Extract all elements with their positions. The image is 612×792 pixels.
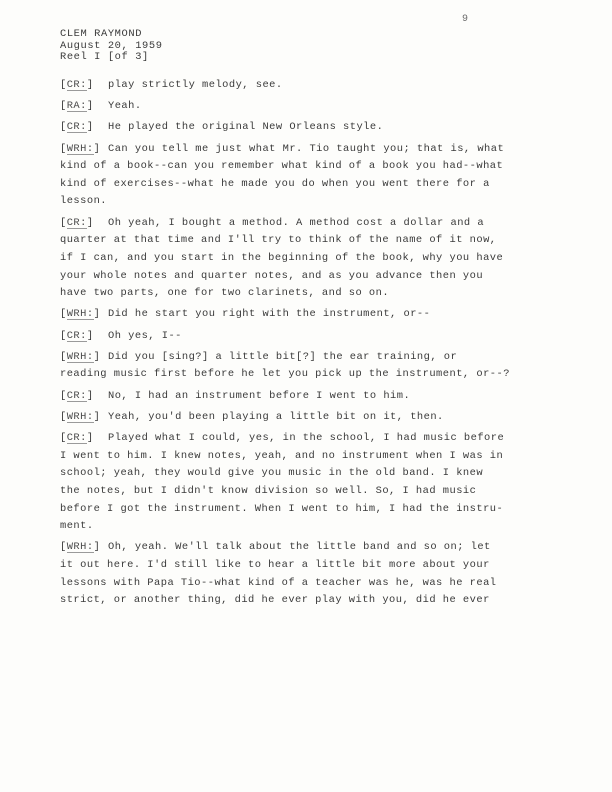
utterance-text: Can you tell me just what Mr. Tio taught you; that is, what: [108, 142, 505, 155]
continuation-line: [60, 467, 560, 485]
utterance-text: Oh yeah, I bought a method. A method cost a dollar and a: [108, 216, 485, 229]
speaker-tag: [60, 390, 108, 402]
bracket-open: [: [60, 350, 67, 363]
utterance-text: Yeah.: [108, 100, 142, 113]
speaker-tag: [60, 308, 108, 320]
utterance-text: kind of exercises--what he made you do when you went there for a: [60, 177, 490, 190]
reel-label: Reel I [of 3]: [60, 51, 149, 63]
utterance-text: He played the original New Orleans style.: [108, 121, 384, 134]
utterance-text: the notes, but I didn't know division so well. So, I had music: [60, 484, 477, 497]
bracket-open: [: [60, 121, 67, 134]
utterance-text: strict, or another thing, did he ever play with you, did he ever: [60, 594, 490, 607]
utterance-text: reading music first before he let you pick up the instrument, or--?: [60, 368, 510, 381]
utterance-text: Did he start you right with the instrument, or--: [108, 308, 431, 321]
continuation-line: [60, 234, 560, 252]
speaker-line: [60, 390, 560, 411]
utterance-text: ment.: [60, 520, 94, 533]
speaker-initials: WRH:: [66, 308, 94, 321]
utterance-text: play strictly melody, see.: [108, 79, 283, 91]
utterance-text: No, I had an instrument before I went to him.: [108, 389, 411, 402]
bracket-open: [: [60, 142, 67, 155]
continuation-line: [60, 195, 560, 216]
speaker-line: [60, 351, 560, 369]
speaker-tag: [60, 541, 108, 553]
speaker-tag: [60, 79, 108, 91]
bracket-open: [: [60, 432, 67, 444]
speaker-initials: CR:: [66, 329, 87, 342]
bracket-close: ]: [86, 100, 94, 113]
speaker-initials: CR:: [66, 216, 87, 229]
speaker-tag: [60, 351, 108, 363]
bracket-close: ]: [86, 329, 94, 342]
continuation-line: [60, 287, 560, 308]
speaker-tag: [60, 330, 108, 342]
utterance-text: I went to him. I knew notes, yeah, and no instrument when I was in: [60, 449, 504, 462]
bracket-open: [: [60, 216, 67, 229]
speaker-initials: RA:: [66, 100, 87, 113]
speaker-tag: [60, 100, 108, 112]
bracket-close: ]: [86, 432, 94, 444]
speaker-initials: WRH:: [66, 541, 94, 554]
speaker-line: [60, 100, 560, 121]
speaker-tag: [60, 432, 108, 444]
utterance-text: Oh yes, I--: [108, 329, 182, 342]
bracket-close: ]: [93, 142, 101, 155]
bracket-close: ]: [93, 350, 101, 363]
speaker-initials: CR:: [66, 121, 87, 134]
utterance-text: kind of a book--can you remember what kind of a book you had--what: [60, 160, 504, 173]
speaker-line: [60, 411, 560, 432]
interview-date: August 20, 1959: [60, 39, 163, 52]
bracket-open: [: [60, 100, 67, 113]
speaker-line: [60, 432, 560, 450]
continuation-line: [60, 368, 560, 389]
bracket-open: [: [60, 389, 67, 402]
bracket-open: [: [60, 410, 67, 423]
utterance-text: quarter at that time and I'll try to think of the name of it now,: [60, 234, 497, 247]
bracket-close: ]: [93, 308, 101, 321]
utterance-text: Yeah, you'd been playing a little bit on it, then.: [108, 410, 444, 423]
speaker-initials: WRH:: [66, 350, 94, 363]
bracket-close: ]: [86, 79, 94, 91]
continuation-line: [60, 577, 560, 595]
continuation-line: [60, 450, 560, 468]
utterance-text: Played what I could, yes, in the school, I had music before: [108, 432, 505, 444]
utterance-text: school; yeah, they would give you music in the old band. I knew: [60, 467, 484, 480]
utterance-text: if I can, and you start in the beginning of the book, why you have: [60, 251, 504, 264]
utterance-text: your whole notes and quarter notes, and as you advance then you: [60, 269, 484, 282]
utterance-text: Did you [sing?] a little bit[?] the ear training, or: [108, 350, 458, 363]
speaker-line: [60, 79, 560, 100]
bracket-close: ]: [93, 410, 101, 423]
utterance-text: Oh, yeah. We'll talk about the little band and so on; let: [108, 541, 491, 554]
speaker-initials: WRH:: [66, 410, 94, 423]
continuation-line: [60, 178, 560, 196]
utterance-text: it out here. I'd still like to hear a little bit more about your: [60, 559, 490, 572]
speaker-line: [60, 330, 560, 351]
bracket-close: ]: [86, 216, 94, 229]
bracket-open: [: [60, 329, 67, 342]
speaker-initials: CR:: [66, 389, 87, 402]
speaker-line: [60, 121, 560, 142]
bracket-open: [: [60, 79, 67, 91]
speaker-tag: [60, 411, 108, 423]
speaker-initials: WRH:: [66, 142, 94, 155]
continuation-line: [60, 594, 560, 612]
bracket-close: ]: [93, 541, 101, 554]
bracket-open: [: [60, 541, 67, 554]
continuation-line: [60, 503, 560, 521]
speaker-tag: [60, 143, 108, 155]
transcript-body: [60, 79, 560, 612]
utterance-text: have two parts, one for two clarinets, and so on.: [60, 287, 390, 300]
continuation-line: [60, 520, 560, 541]
speaker-tag: [60, 121, 108, 133]
bracket-close: ]: [86, 389, 94, 402]
interviewee-name: CLEM RAYMOND: [60, 28, 143, 40]
speaker-line: [60, 541, 560, 559]
utterance-text: lesson.: [60, 195, 108, 208]
speaker-line: [60, 143, 560, 161]
speaker-line: [60, 217, 560, 235]
speaker-initials: CR:: [66, 432, 87, 444]
continuation-line: [60, 252, 560, 270]
utterance-text: lessons with Papa Tio--what kind of a teacher was he, was he real: [60, 576, 497, 589]
continuation-line: [60, 160, 560, 178]
continuation-line: [60, 270, 560, 288]
speaker-line: [60, 308, 560, 329]
transcript-header: [60, 28, 360, 63]
continuation-line: [60, 559, 560, 577]
bracket-open: [: [60, 308, 67, 321]
utterance-text: before I got the instrument. When I went to him, I had the instru-: [60, 502, 504, 515]
bracket-close: ]: [86, 121, 94, 134]
page-number: 9: [462, 14, 469, 25]
continuation-line: [60, 485, 560, 503]
speaker-initials: CR:: [66, 79, 87, 91]
speaker-tag: [60, 217, 108, 229]
